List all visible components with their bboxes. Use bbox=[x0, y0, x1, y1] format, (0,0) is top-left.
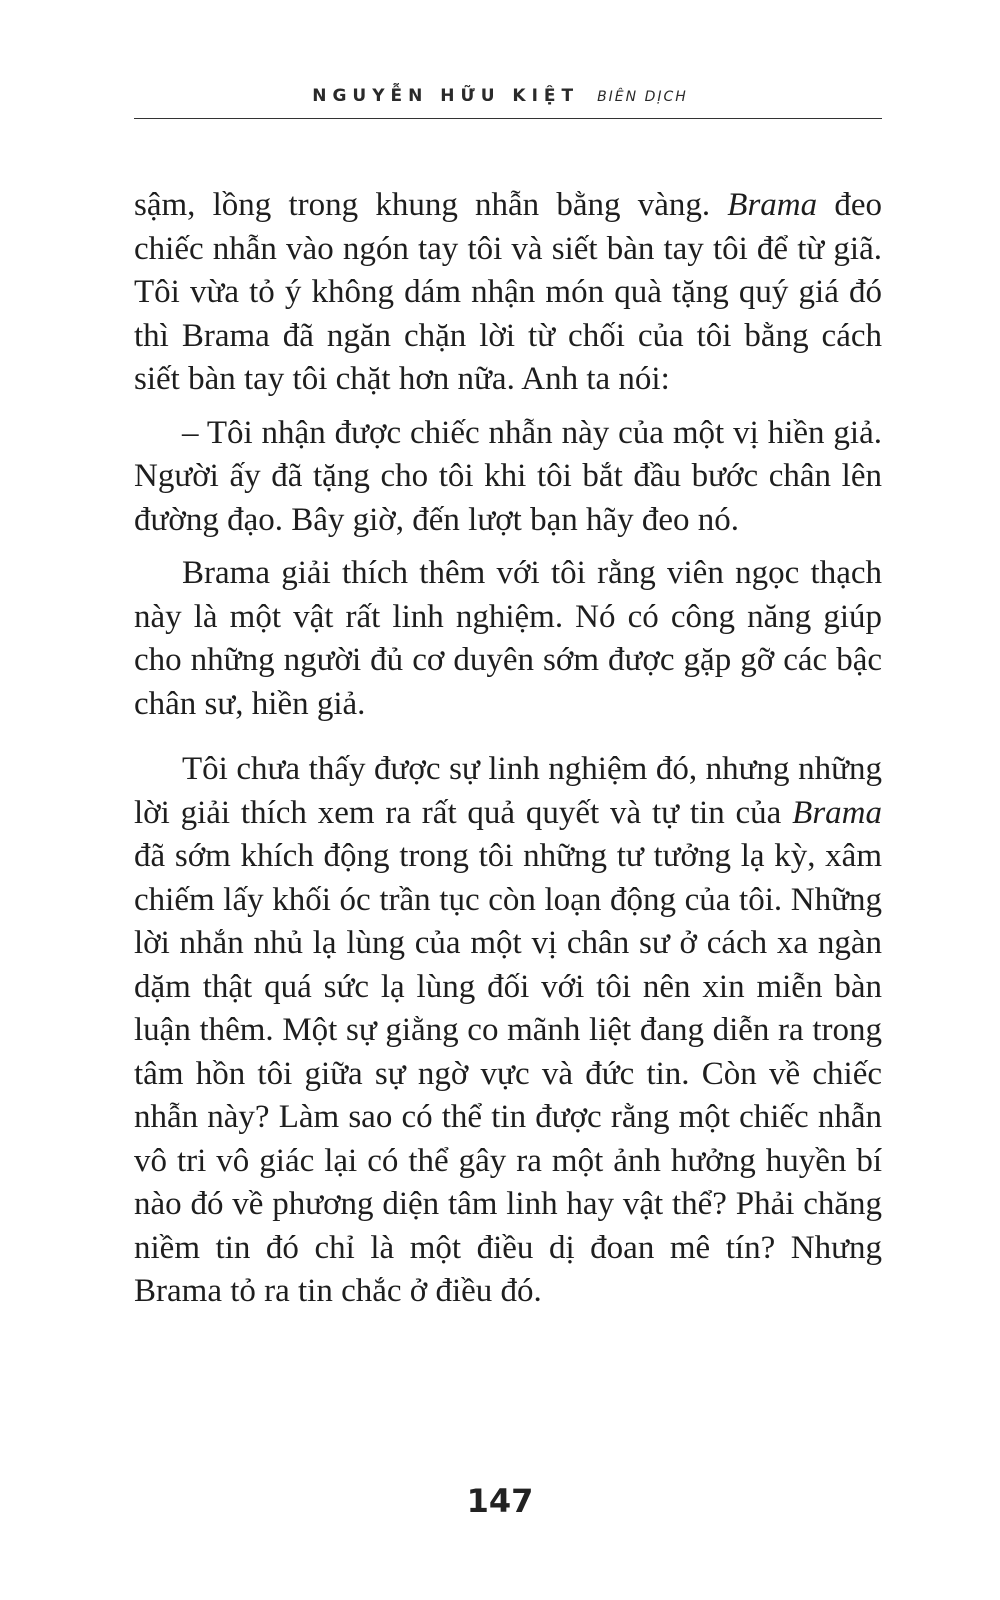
paragraph-2-dialogue: – Tôi nhận được chiếc nhẫn này của một vị hiền giả. Người ấy đã tặng cho tôi khi tôi bắt đầu bước chân lên đường đạo. Bây giờ, đến lượt bạn hãy đeo nó. bbox=[134, 414, 882, 538]
paragraph-1-italic-name: Brama bbox=[727, 187, 818, 223]
page-number: 147 bbox=[466, 1482, 534, 1520]
paragraph-1-text-a: sậm, lồng trong khung nhẫn bằng vàng. bbox=[134, 187, 728, 223]
running-header bbox=[0, 86, 1000, 106]
paragraph-1-text-c: đeo chiếc nhẫn vào ngón tay tôi và siết bàn tay tôi để từ giã. Tôi vừa tỏ ý không dám nhận món quà tặng quý giá đó thì Brama đã ngăn chặn lời từ chối của tôi bằng cách siết bàn tay tôi chặt hơn nữa. Anh ta nói: bbox=[134, 187, 882, 397]
body-text bbox=[134, 184, 882, 1324]
paragraph-3: Brama giải thích thêm với tôi rằng viên ngọc thạch này là một vật rất linh nghiệm. Nó có công năng giúp cho những người đủ cơ duyên sớm được gặp gỡ các bậc chân sư, hiền giả. bbox=[134, 555, 882, 722]
header-rule bbox=[134, 118, 882, 119]
header-author: NGUYỄN HỮU KIỆT bbox=[312, 86, 580, 106]
paragraph-4-italic-name: Brama bbox=[792, 794, 882, 831]
paragraph-1 bbox=[134, 184, 882, 402]
paragraph-4 bbox=[134, 748, 882, 1314]
paragraph-4-text-a: Tôi chưa thấy được sự linh nghiệm đó, nhưng những lời giải thích xem ra rất quả quyết và tự tin của bbox=[134, 751, 882, 831]
header-role: BIÊN DỊCH bbox=[597, 89, 688, 105]
paragraph-4-text-c: đã sớm khích động trong tôi những tư tưởng lạ kỳ, xâm chiếm lấy khối óc trần tục còn loạn động của tôi. Những lời nhắn nhủ lạ lùng của một vị chân sư ở cách xa ngàn dặm thật quá sức lạ lùng đối với tôi nên xin miễn bàn luận thêm. Một sự giằng co mãnh liệt đang diễn ra trong tâm hồn tôi giữa sự ngờ vực và đức tin. Còn về chiếc nhẫn này? Làm sao có thể tin được rằng một chiếc nhẫn vô tri vô giác lại có thể gây ra một ảnh hưởng huyền bí nào đó về phương diện tâm linh hay vật thể? Phải chăng niềm tin đó chỉ là một điều dị đoan mê tín? Nhưng Brama tỏ ra tin chắc ở điều đó. bbox=[134, 838, 882, 1309]
